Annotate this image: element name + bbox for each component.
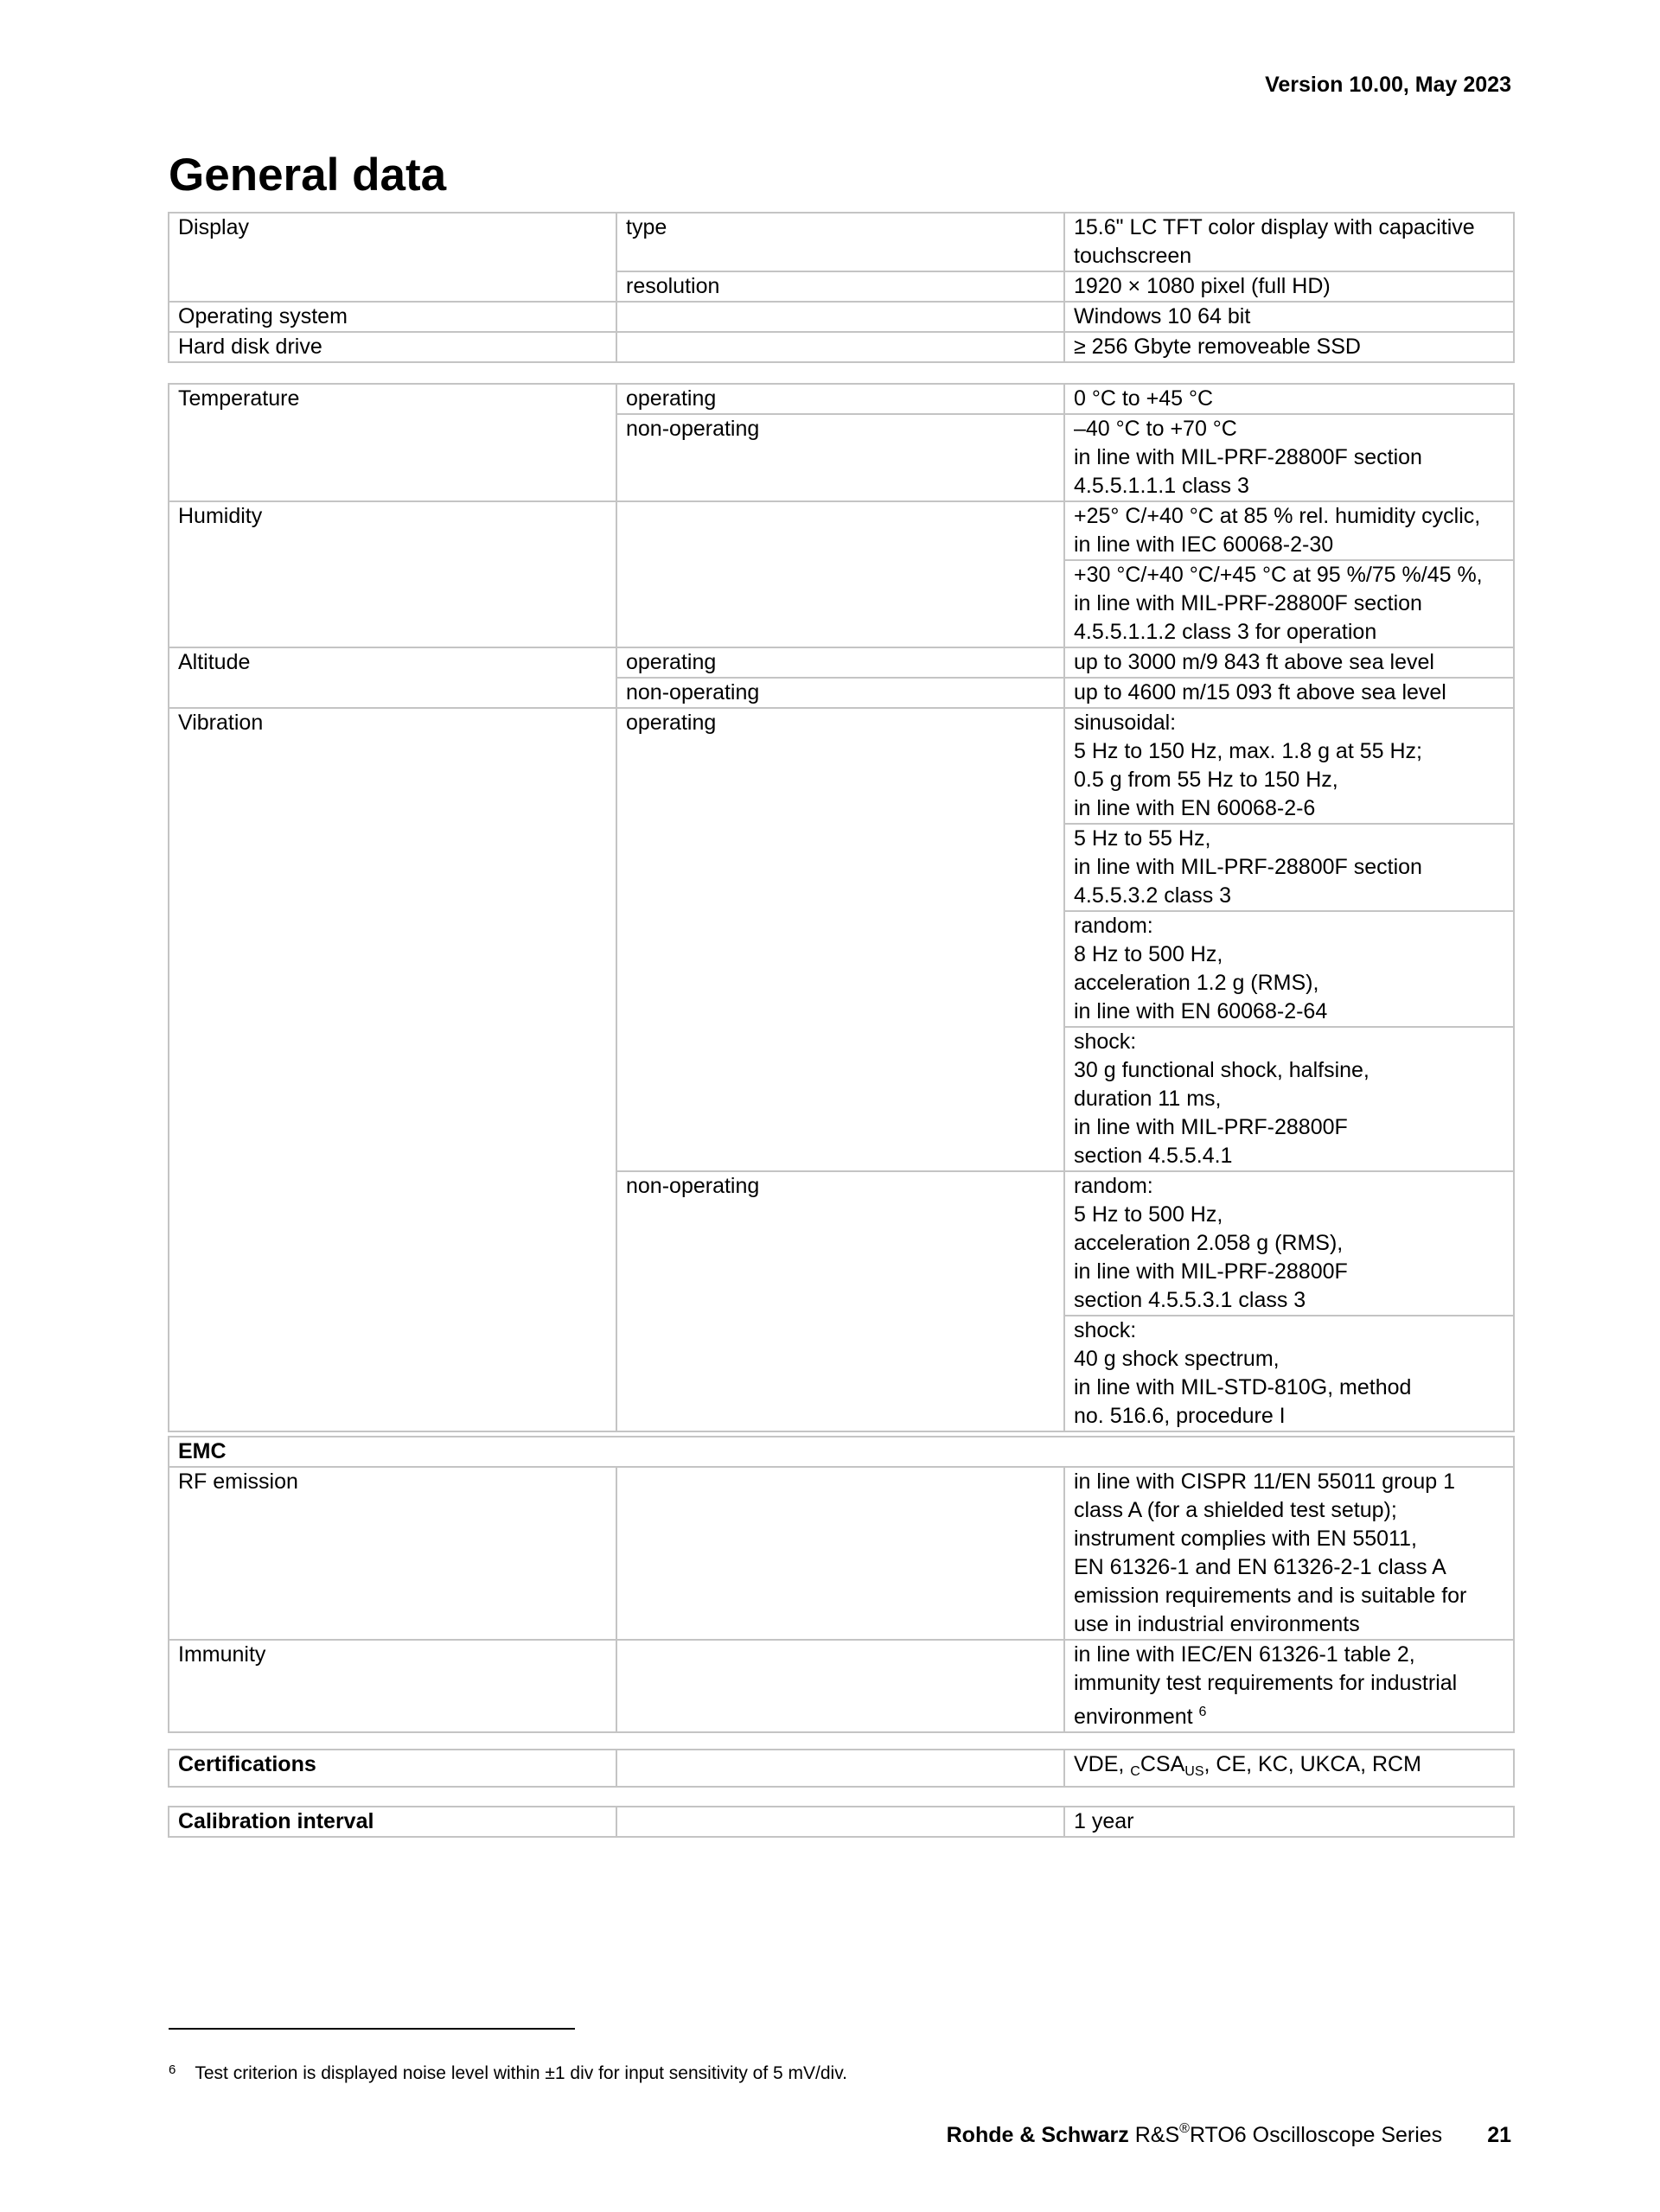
row-label: Vibration <box>169 708 616 1431</box>
value-line: random: <box>1074 1174 1153 1198</box>
value-line: 5 Hz to 55 Hz, <box>1074 826 1211 851</box>
row-value <box>1064 1467 1514 1640</box>
value-line: use in industrial environments <box>1074 1612 1360 1636</box>
row-label: Altitude <box>169 647 616 708</box>
registered-mark: ® <box>1179 2121 1190 2136</box>
value-line: 5 Hz to 500 Hz, <box>1074 1202 1223 1227</box>
row-value <box>1064 1316 1514 1431</box>
page-footer <box>947 2121 1511 2148</box>
row-value: 0 °C to +45 °C <box>1064 384 1514 414</box>
value-line: shock: <box>1074 1318 1137 1342</box>
row-label: Temperature <box>169 384 616 501</box>
cert-prefix: VDE, <box>1074 1752 1131 1776</box>
row-sublabel <box>616 1467 1064 1640</box>
row-sublabel: type <box>616 213 1064 271</box>
row-label: Operating system <box>169 302 616 332</box>
value-line: shock: <box>1074 1030 1137 1054</box>
page-number: 21 <box>1487 2123 1511 2147</box>
value-line: random: <box>1074 914 1153 938</box>
value-line: 30 g functional shock, halfsine, <box>1074 1058 1370 1082</box>
row-value: 15.6" LC TFT color display with capacitive touchscreen <box>1064 213 1514 271</box>
row-value <box>1064 708 1514 824</box>
row-label: RF emission <box>169 1467 616 1640</box>
row-value: up to 3000 m/9 843 ft above sea level <box>1064 647 1514 678</box>
table-row <box>169 302 1514 332</box>
row-sublabel <box>616 1807 1064 1837</box>
value-line: sinusoidal: <box>1074 711 1177 735</box>
value-line: 4.5.5.1.1.1 class 3 <box>1074 474 1249 498</box>
cert-rest: , CE, KC, UKCA, RCM <box>1204 1752 1421 1776</box>
value-line: EN 61326-1 and EN 61326-2-1 class A <box>1074 1555 1446 1579</box>
row-value <box>1064 501 1514 560</box>
value-line: 5 Hz to 150 Hz, max. 1.8 g at 55 Hz; <box>1074 739 1422 763</box>
value-line: section 4.5.5.4.1 <box>1074 1144 1233 1168</box>
environment-table <box>168 383 1515 1432</box>
row-sublabel: operating <box>616 384 1064 414</box>
row-value: ≥ 256 Gbyte removeable SSD <box>1064 332 1514 362</box>
value-line: immunity test requirements for industrial <box>1074 1671 1458 1695</box>
row-value <box>1064 1750 1514 1787</box>
row-sublabel: operating <box>616 647 1064 678</box>
row-sublabel <box>616 1640 1064 1732</box>
table-row <box>169 1807 1514 1837</box>
footer-product: RTO6 Oscilloscope Series <box>1189 2123 1443 2147</box>
footnote-text: Test criterion is displayed noise level within ±1 div for input sensitivity of 5 mV/div. <box>195 2063 847 2083</box>
table-row <box>169 501 1514 560</box>
footer-product-prefix: R&S <box>1134 2123 1180 2147</box>
value-line: instrument complies with EN 55011, <box>1074 1527 1417 1551</box>
table-row <box>169 384 1514 414</box>
value-line: in line with IEC/EN 61326-1 table 2, <box>1074 1642 1415 1667</box>
row-value <box>1064 1171 1514 1316</box>
footnote-reference: 6 <box>1198 1705 1207 1719</box>
value-line: 40 g shock spectrum, <box>1074 1347 1280 1371</box>
row-label: Hard disk drive <box>169 332 616 362</box>
emc-table <box>168 1436 1515 1733</box>
footnote-divider <box>169 2028 575 2030</box>
table-row <box>169 1467 1514 1640</box>
value-line: in line with EN 60068-2-64 <box>1074 999 1328 1023</box>
table-row <box>169 1640 1514 1732</box>
row-sublabel: non-operating <box>616 1171 1064 1431</box>
footer-company: Rohde & Schwarz <box>946 2123 1129 2147</box>
value-line: in line with MIL-PRF-28800F section <box>1074 855 1422 879</box>
cert-csa: CSA <box>1140 1752 1185 1776</box>
row-value <box>1064 1640 1514 1732</box>
value-line: in line with IEC 60068-2-30 <box>1074 532 1334 557</box>
value-line: in line with CISPR 11/EN 55011 group 1 <box>1074 1469 1455 1494</box>
value-line: in line with MIL-PRF-28800F section <box>1074 445 1422 469</box>
value-line: 4.5.5.1.1.2 class 3 for operation <box>1074 620 1377 644</box>
footnote <box>169 2062 847 2084</box>
value-line: emission requirements and is suitable for <box>1074 1584 1467 1608</box>
value-line <box>1074 1698 1504 1731</box>
value-line: section 4.5.5.3.1 class 3 <box>1074 1288 1306 1312</box>
row-label: Display <box>169 213 616 302</box>
row-sublabel: non-operating <box>616 678 1064 708</box>
table-row <box>169 332 1514 362</box>
row-value: up to 4600 m/15 093 ft above sea level <box>1064 678 1514 708</box>
row-value <box>1064 824 1514 911</box>
row-label: Calibration interval <box>169 1807 616 1837</box>
row-value <box>1064 560 1514 647</box>
value-line: 8 Hz to 500 Hz, <box>1074 942 1223 966</box>
value-line: acceleration 1.2 g (RMS), <box>1074 971 1319 995</box>
row-sublabel <box>616 332 1064 362</box>
value-line: 0.5 g from 55 Hz to 150 Hz, <box>1074 768 1338 792</box>
display-system-table <box>168 212 1515 363</box>
row-label: Humidity <box>169 501 616 647</box>
value-line: duration 11 ms, <box>1074 1087 1222 1111</box>
cert-subscript-c: C <box>1130 1764 1140 1779</box>
row-value <box>1064 1027 1514 1171</box>
value-text: environment <box>1074 1705 1193 1729</box>
value-line: 4.5.5.3.2 class 3 <box>1074 883 1232 908</box>
value-line: in line with MIL-STD-810G, method <box>1074 1375 1412 1399</box>
row-sublabel <box>616 1750 1064 1787</box>
emc-heading: EMC <box>169 1437 1514 1467</box>
row-value <box>1064 414 1514 501</box>
row-label: Certifications <box>169 1750 616 1787</box>
value-line: –40 °C to +70 °C <box>1074 417 1237 441</box>
table-row <box>169 1437 1514 1467</box>
row-value: 1920 × 1080 pixel (full HD) <box>1064 271 1514 302</box>
value-line: +30 °C/+40 °C/+45 °C at 95 %/75 %/45 %, <box>1074 563 1483 587</box>
table-row <box>169 708 1514 824</box>
table-row <box>169 213 1514 271</box>
row-value: 1 year <box>1064 1807 1514 1837</box>
page-title: General data <box>169 150 447 201</box>
calibration-table <box>168 1806 1515 1838</box>
certifications-table <box>168 1749 1515 1788</box>
value-line: no. 516.6, procedure I <box>1074 1404 1286 1428</box>
footnote-number: 6 <box>169 2062 176 2077</box>
row-sublabel: operating <box>616 708 1064 1171</box>
value-line: +25° C/+40 °C at 85 % rel. humidity cyclic, <box>1074 504 1481 528</box>
value-line: in line with MIL-PRF-28800F section <box>1074 591 1422 615</box>
row-sublabel <box>616 501 1064 647</box>
row-value: Windows 10 64 bit <box>1064 302 1514 332</box>
row-sublabel: non-operating <box>616 414 1064 501</box>
value-line: class A (for a shielded test setup); <box>1074 1498 1397 1522</box>
cert-subscript-us: US <box>1184 1764 1204 1779</box>
row-label: Immunity <box>169 1640 616 1732</box>
value-line: in line with EN 60068-2-6 <box>1074 796 1316 820</box>
value-line: acceleration 2.058 g (RMS), <box>1074 1231 1344 1255</box>
table-row <box>169 1750 1514 1787</box>
value-line: in line with MIL-PRF-28800F <box>1074 1259 1348 1284</box>
row-value <box>1064 911 1514 1027</box>
value-line: in line with MIL-PRF-28800F <box>1074 1115 1348 1139</box>
row-sublabel: resolution <box>616 271 1064 302</box>
version-label: Version 10.00, May 2023 <box>1265 73 1511 97</box>
row-sublabel <box>616 302 1064 332</box>
table-row <box>169 647 1514 678</box>
